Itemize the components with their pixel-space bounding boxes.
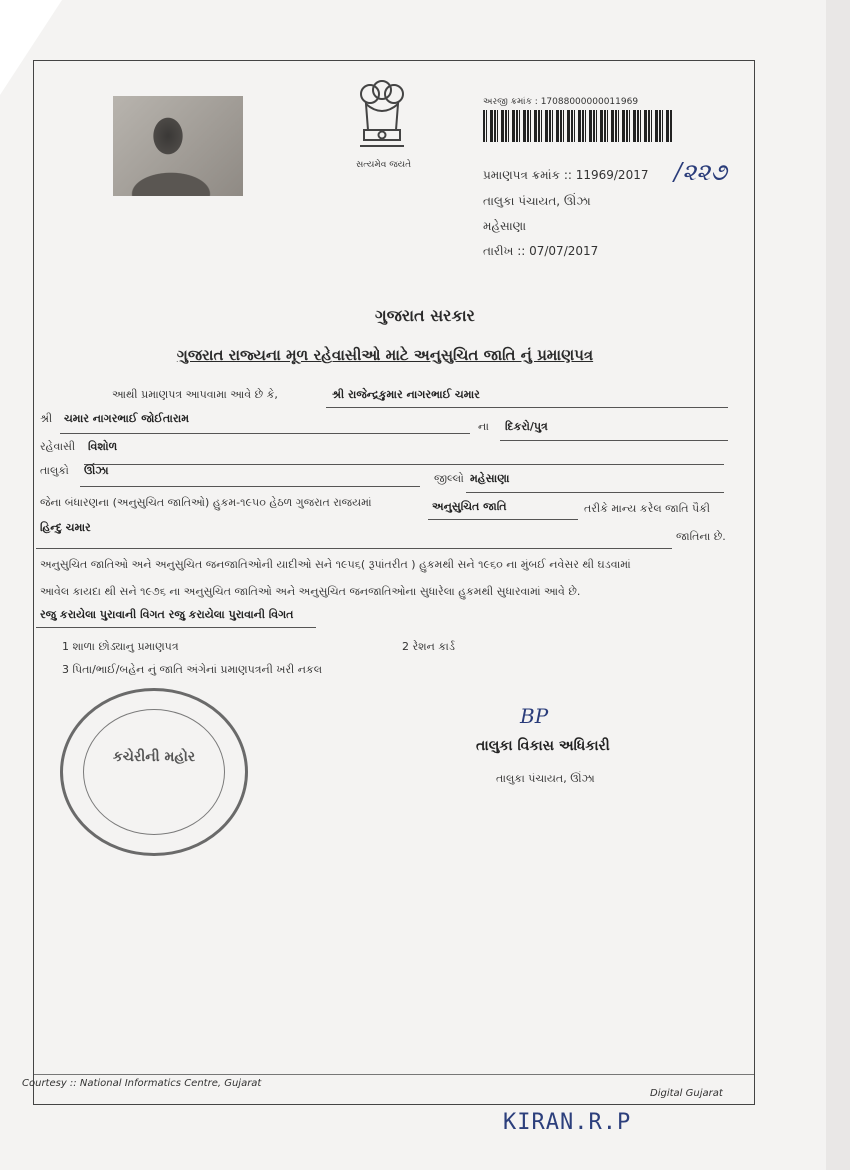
signature-initials: BP <box>520 704 549 728</box>
taluka-value: ઊંઝા <box>84 464 109 477</box>
legal-note-line-1: અનુસુચિત જાતિઓ અને અનુસુચિત જનજાતિઓની યાદીઓ સને ૧૯૫૬( રૂપાંતરીત ) હુકમથી સને ૧૯૬૦ ના મુંબઈ નવેસર થી ઘડવામાં <box>40 558 631 571</box>
certificate-number: પ્રમાણપત્ર ક્રમાંક :: 11969/2017 <box>483 168 649 182</box>
emblem-motto: સત્યમેવ જયતે <box>356 160 412 170</box>
order-label: જેના બંધારણના (અનુસુચિત જાતિઓ) હુકમ-૧૯૫૦ હેઠળ ગુજરાત રાજયમાં <box>40 496 372 509</box>
evidence-item-2: 2 રેશન કાર્ડ <box>402 640 455 653</box>
digital-gujarat-brand: Digital Gujarat <box>650 1088 723 1099</box>
seal-text: કચેરીની મહોર <box>112 749 196 765</box>
district-value: મહેસાણા <box>470 472 510 485</box>
certificate-border <box>33 60 755 1105</box>
relation-value: દિકરો/પુત્ર <box>505 420 548 433</box>
resident-value: વિશોળ <box>88 440 118 453</box>
applicant-name: શ્રી રાજેન્દ્રકુમાર નાગરભાઈ ચમાર <box>332 388 480 401</box>
shri-label: શ્રી <box>40 412 53 425</box>
evidence-heading: રજુ કરાયેલા પુરાવાની વિગત રજુ કરાયેલા પુરાવાની વિગત <box>40 608 294 621</box>
certificate-title: ગુજરાત રાજ્યના મૂળ રહેવાસીઓ માટે અનુસુચિત જાતિ નું પ્રમાણપત્ર <box>176 346 594 364</box>
signatory-title: તાલુકા વિકાસ અધિકારી <box>476 738 610 754</box>
na-label: ના <box>478 420 489 433</box>
courtesy-text: Courtesy :: National Informatics Centre, Gujarat <box>22 1078 262 1089</box>
office-seal <box>60 688 248 856</box>
evidence-item-1: 1 શાળા છોડ્યાનુ પ્રમાણપત્ર <box>62 640 179 653</box>
signatory-office: તાલુકા પંચાયત, ઊંઝા <box>496 772 595 785</box>
legal-note-line-2: આવેલ કાયદા થી સને ૧૯૭૬ ના અનુસુચિત જાતિઓ અને અનુસુચિત જનજાતિઓના સુધારેલા હુકમથી સુધારવામાં આવે છે. <box>40 585 581 598</box>
taluka-label: તાલુકો <box>40 464 69 477</box>
intro-label: આથી પ્રમાણપત્ર આપવામા આવે છે કે, <box>112 388 278 401</box>
recognized-label: તરીકે માન્ય કરેલ જાતિ પૈકી <box>584 502 711 515</box>
government-title: ગુજરાત સરકાર <box>375 306 475 325</box>
caste-value: હિન્દુ ચમાર <box>40 521 91 534</box>
handwritten-number: /૨૨૭ <box>674 158 727 186</box>
issuing-district: મહેસાણા <box>483 219 527 233</box>
applicant-photo <box>113 96 243 196</box>
caste-suffix: જાતિના છે. <box>676 530 726 543</box>
district-label: જીલ્લો <box>434 472 464 485</box>
handwritten-name: KIRAN.R.P <box>503 1110 632 1135</box>
barcode <box>483 110 673 142</box>
resident-label: રહેવાસી <box>40 440 76 453</box>
issue-date: તારીખ :: 07/07/2017 <box>483 244 599 258</box>
issuing-office: તાલુકા પંચાયત, ઊંઝા <box>483 194 591 208</box>
evidence-item-3: 3 પિતા/ભાઈ/બહેન નું જાતિ અંગેનાં પ્રમાણપત્રની ખરી નકલ <box>62 663 323 676</box>
father-name: ચમાર નાગરભાઈ જોઈતારામ <box>64 412 189 425</box>
application-number: અરજી ક્રમાંક : 17088000000011969 <box>483 97 639 107</box>
category-value: અનુસુચિત જાતિ <box>432 500 507 513</box>
